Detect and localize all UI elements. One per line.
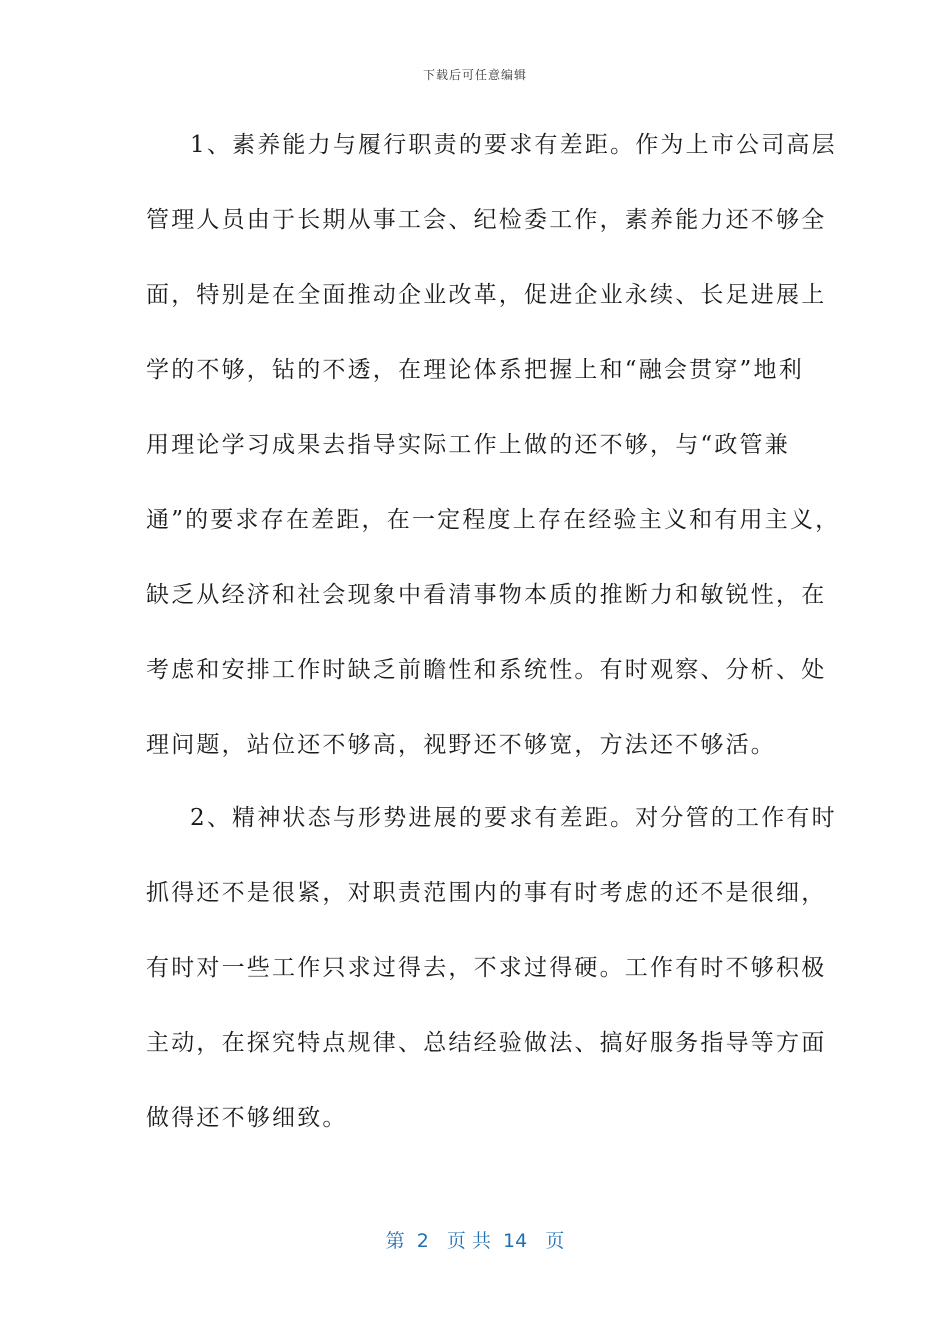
paragraph-1-line-7: 缺乏从经济和社会现象中看清事物本质的推断力和敏锐性，在 xyxy=(146,582,827,608)
paragraph-2-line-1: 2、精神状态与形势进展的要求有差距。对分管的工作有时 xyxy=(190,805,837,831)
paragraph-1-line-5: 用理论学习成果去指导实际工作上做的还不够，与“政管兼 xyxy=(146,432,790,458)
paragraph-1-line-6: 通”的要求存在差距，在一定程度上存在经验主义和有用主义， xyxy=(146,507,841,533)
paragraph-2-line-3: 有时对一些工作只求过得去，不求过得硬。工作有时不够积极 xyxy=(146,955,827,981)
paragraph-2-line-4: 主动，在探究特点规律、总结经验做法、搞好服务指导等方面 xyxy=(146,1030,827,1056)
page-header-note: 下载后可任意编辑 xyxy=(422,68,527,82)
paragraph-1-line-1: 1、素养能力与履行职责的要求有差距。作为上市公司高层 xyxy=(190,132,837,158)
paragraph-1-line-8: 考虑和安排工作时缺乏前瞻性和系统性。有时观察、分析、处 xyxy=(146,657,827,683)
paragraph-2-line-5: 做得还不够细致。 xyxy=(146,1105,348,1131)
paragraph-1-line-2: 管理人员由于长期从事工会、纪检委工作，素养能力还不够全 xyxy=(146,207,827,233)
paragraph-1-line-4: 学的不够，钻的不透，在理论体系把握上和“融会贯穿”地利 xyxy=(146,357,804,383)
paragraph-1-line-9: 理问题，站位还不够高，视野还不够宽，方法还不够活。 xyxy=(146,732,776,758)
page-number-footer: 第 2 页 共 14 页 xyxy=(385,1230,565,1252)
paragraph-1-line-3: 面，特别是在全面推动企业改革，促进企业永续、长足进展上 xyxy=(146,282,827,308)
paragraph-2-line-2: 抓得还不是很紧，对职责范围内的事有时考虑的还不是很细， xyxy=(146,880,827,906)
